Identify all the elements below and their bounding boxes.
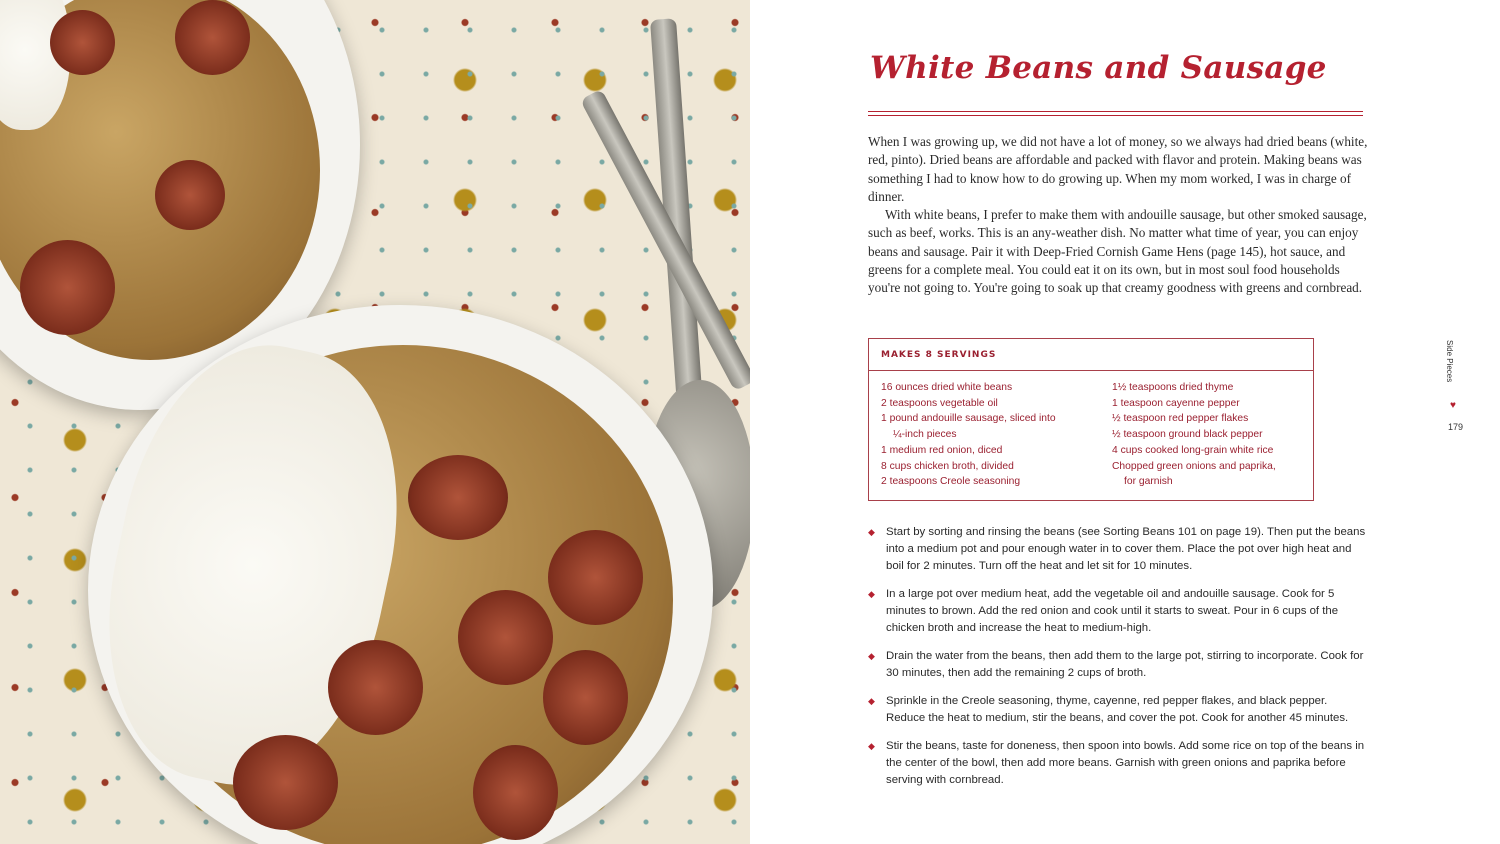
step xyxy=(868,693,1368,727)
steps-list xyxy=(868,524,1368,800)
step xyxy=(868,648,1368,682)
bullet-icon: ◆ xyxy=(868,651,875,661)
section-label: Side Pieces xyxy=(1445,340,1454,383)
ingredient: Chopped green onions and paprika, xyxy=(1112,460,1276,472)
ingredient: 16 ounces dried white beans xyxy=(881,382,1013,393)
ingredient: 1½ teaspoons dried thyme xyxy=(1112,382,1234,393)
step-text: Sprinkle in the Creole seasoning, thyme, cayenne, red pepper flakes, and black pepper. Reduce the heat to medium, stir the beans, and cover the pot. Cook for another 45 minutes. xyxy=(886,695,1349,724)
bullet-icon: ◆ xyxy=(868,589,875,599)
ingredients-box xyxy=(868,338,1314,501)
page-number: 179 xyxy=(1448,422,1464,432)
step-text: Drain the water from the beans, then add them to the large pot, stirring to incorporate. Cook for 30 minutes, then add the remaining 2 cups of broth. xyxy=(886,650,1364,679)
ingredient: 2 teaspoons Creole seasoning xyxy=(881,476,1021,488)
ingredient: 1 pound andouille sausage, sliced into xyxy=(881,413,1056,425)
step xyxy=(868,586,1368,637)
bullet-icon: ◆ xyxy=(868,527,875,537)
ingredients-right xyxy=(1112,380,1276,490)
step-text: In a large pot over medium heat, add the vegetable oil and andouille sausage. Cook for 5 minutes to brown. Add the red onion and cook until it starts to sweat. Pour in 6 cups of the chicken broth and increase the heat to medium-high. xyxy=(886,588,1339,634)
bullet-icon: ◆ xyxy=(868,741,875,751)
title-rule xyxy=(868,115,1363,116)
ingredient: 1 teaspoon cayenne pepper xyxy=(1112,397,1240,409)
ingredients-left xyxy=(881,380,1056,490)
recipe-title: White Beans and Sausage xyxy=(870,50,1327,86)
bullet-icon: ◆ xyxy=(868,696,875,706)
step-text: Stir the beans, taste for doneness, then spoon into bowls. Add some rice on top of the beans in the center of the bowl, then add more beans. Garnish with green onions and paprika before serving with cornbread. xyxy=(886,740,1365,786)
ingredient: 2 teaspoons vegetable oil xyxy=(881,397,998,409)
ingredient: 1 medium red onion, diced xyxy=(881,444,1003,456)
title-rule xyxy=(868,111,1363,112)
ingredient: 4 cups cooked long-grain white rice xyxy=(1112,444,1274,456)
intro-paragraph: With white beans, I prefer to make them with andouille sausage, but other smoked sausage, such as beef, works. This is an any-weather dish. No matter what time of year, you can enjoy beans and sausage. Pair it with Deep-Fried Cornish Game Hens (page 145), hot sauce, and greens for a complete meal. You could eat it on its own, but in most soul food households you're not going to. You're going to soak up that creamy goodness with greens and cornbread. xyxy=(868,207,1367,296)
recipe-page xyxy=(750,0,1500,844)
bottom-bowl xyxy=(88,305,713,844)
ingredient: for garnish xyxy=(1124,476,1173,488)
intro-text xyxy=(868,133,1368,298)
intro-paragraph: When I was growing up, we did not have a lot of money, so we always had dried beans (white, red, pinto). Dried beans are affordable and packed with flavor and protein. Making beans was something I had to know how to do growing up. When my mom worked, I was in charge of dinner. xyxy=(868,134,1368,204)
ingredient: ½ teaspoon ground black pepper xyxy=(1112,429,1263,441)
servings-label: MAKES 8 SERVINGS xyxy=(869,339,1313,371)
ingredient: ½ teaspoon red pepper flakes xyxy=(1112,413,1249,425)
step-text: Start by sorting and rinsing the beans (see Sorting Beans 101 on page 19). Then put the beans into a medium pot and pour enough water in to cover them. Place the pot over high heat and boil for 2 minutes. Turn off the heat and let sit for 10 minutes. xyxy=(886,526,1366,572)
ingredient: ¼-inch pieces xyxy=(893,429,957,441)
heart-icon: ♥ xyxy=(1450,400,1456,411)
step xyxy=(868,524,1368,575)
ingredient: 8 cups chicken broth, divided xyxy=(881,460,1014,472)
step xyxy=(868,738,1368,789)
